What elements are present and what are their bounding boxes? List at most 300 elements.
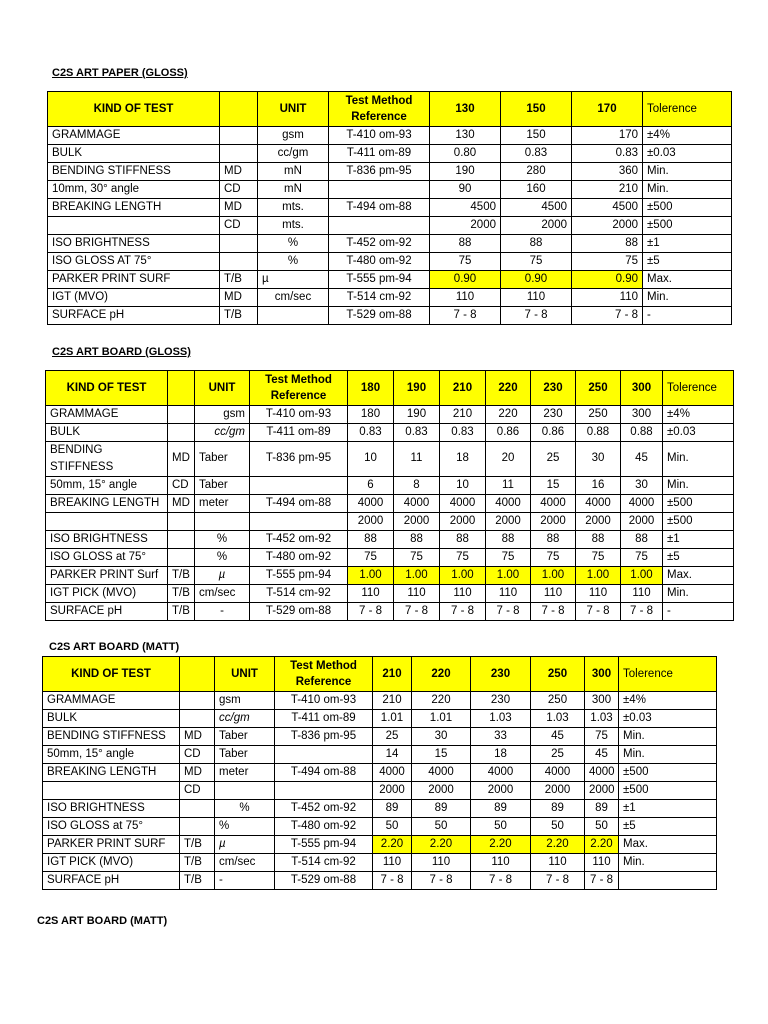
table-cell: T/B <box>180 854 215 872</box>
table-cell: 16 <box>576 477 621 495</box>
table-cell: 110 <box>576 585 621 603</box>
table-cell: % <box>215 818 275 836</box>
table-cell: gsm <box>195 406 250 424</box>
table-cell: Max. <box>663 567 734 585</box>
table-cell: MD <box>180 728 215 746</box>
table-cell: µ <box>258 271 329 289</box>
table-cell: 7 - 8 <box>531 603 576 621</box>
table-row <box>46 495 734 513</box>
table-cell: 110 <box>531 854 585 872</box>
table-cell: T-411 om-89 <box>275 710 373 728</box>
table-cell: ±5 <box>643 253 732 271</box>
table-cell: 160 <box>501 181 572 199</box>
table-cell: 7 - 8 <box>486 603 531 621</box>
table-cell: T-514 cm-92 <box>275 854 373 872</box>
table-cell: 6 <box>348 477 394 495</box>
table-cell: 7 - 8 <box>412 872 471 890</box>
table-cell: 89 <box>412 800 471 818</box>
header-cell: 230 <box>471 657 531 692</box>
table-row <box>48 199 732 217</box>
table-row <box>43 872 717 890</box>
table-cell <box>168 531 195 549</box>
section-title-art-paper: C2S ART PAPER (GLOSS) <box>52 67 188 79</box>
table-cell: 2000 <box>440 513 486 531</box>
table-cell: 30 <box>412 728 471 746</box>
table-cell: meter <box>195 495 250 513</box>
table-cell: 7 - 8 <box>430 307 501 325</box>
header-cell: UNIT <box>258 92 329 127</box>
table-row <box>46 603 734 621</box>
table-cell: Min. <box>619 854 717 872</box>
highlighted-cell: 1.00 <box>576 567 621 585</box>
table-cell: 50 <box>471 818 531 836</box>
header-cell: 190 <box>394 371 440 406</box>
table-cell <box>43 782 180 800</box>
table-cell: T/B <box>220 271 258 289</box>
table-cell <box>168 549 195 567</box>
table-cell: mts. <box>258 217 329 235</box>
table-cell: 90 <box>430 181 501 199</box>
table-row <box>43 692 717 710</box>
table-row <box>48 181 732 199</box>
table-cell: BREAKING LENGTH <box>48 199 220 217</box>
highlighted-cell: 2.20 <box>471 836 531 854</box>
table-header <box>46 371 734 406</box>
table-cell: 0.86 <box>531 424 576 442</box>
table-cell: 2000 <box>585 782 619 800</box>
table-cell: 4000 <box>585 764 619 782</box>
header-cell: 220 <box>412 657 471 692</box>
table-cell: 110 <box>394 585 440 603</box>
table-row <box>43 764 717 782</box>
table-cell: 280 <box>501 163 572 181</box>
table-cell: 50 <box>373 818 412 836</box>
table-cell: 4000 <box>348 495 394 513</box>
table-cell: PARKER PRINT SURF <box>43 836 180 854</box>
table-cell: ±1 <box>643 235 732 253</box>
table-cell <box>329 181 430 199</box>
table-cell: 7 - 8 <box>572 307 643 325</box>
table-cell: 88 <box>486 531 531 549</box>
section-title-art-board-matt-footer: C2S ART BOARD (MATT) <box>37 915 168 927</box>
table-cell: T-480 om-92 <box>329 253 430 271</box>
table-cell: 25 <box>531 442 576 477</box>
table-cell <box>220 235 258 253</box>
table-cell: MD <box>168 442 195 477</box>
header-cell: 250 <box>576 371 621 406</box>
table-cell: MD <box>220 199 258 217</box>
header-cell: 300 <box>585 657 619 692</box>
header-cell <box>168 371 195 406</box>
header-cell: Tolerence <box>643 92 732 127</box>
table-cell: 230 <box>531 406 576 424</box>
table-cell: mN <box>258 163 329 181</box>
table-cell: - <box>643 307 732 325</box>
table-row <box>48 235 732 253</box>
table-cell: T-480 om-92 <box>250 549 348 567</box>
table-cell: 88 <box>621 531 663 549</box>
highlighted-cell: 1.00 <box>531 567 576 585</box>
table-cell: 110 <box>430 289 501 307</box>
table-cell: 2000 <box>486 513 531 531</box>
table-cell: T/B <box>168 603 195 621</box>
table-cell <box>220 145 258 163</box>
table-cell: ISO BRIGHTNESS <box>43 800 180 818</box>
table-cell: 0.80 <box>430 145 501 163</box>
table-cell: T/B <box>220 307 258 325</box>
table-cell: 2000 <box>572 217 643 235</box>
table-cell <box>275 746 373 764</box>
table-cell: gsm <box>258 127 329 145</box>
highlighted-cell: 2.20 <box>585 836 619 854</box>
table-cell: 4000 <box>394 495 440 513</box>
table-cell: SURFACE pH <box>46 603 168 621</box>
table-cell: ±500 <box>619 782 717 800</box>
art-board-matt-table <box>42 656 717 890</box>
table-cell: 2000 <box>576 513 621 531</box>
table-cell: 1.03 <box>471 710 531 728</box>
table-cell: 1.01 <box>412 710 471 728</box>
table-row <box>46 477 734 495</box>
table-cell: T-514 cm-92 <box>250 585 348 603</box>
table-cell: 2000 <box>394 513 440 531</box>
table-cell: 2000 <box>471 782 531 800</box>
table-cell: T-410 om-93 <box>329 127 430 145</box>
table-cell <box>168 424 195 442</box>
header-cell: Test Method Reference <box>329 92 430 127</box>
table-cell: 2000 <box>412 782 471 800</box>
table-row <box>43 710 717 728</box>
table-cell: ±500 <box>663 495 734 513</box>
table-cell: ISO BRIGHTNESS <box>48 235 220 253</box>
table-cell: 88 <box>531 531 576 549</box>
table-cell: ±0.03 <box>663 424 734 442</box>
table-cell: 7 - 8 <box>348 603 394 621</box>
table-cell: % <box>195 549 250 567</box>
table-cell: Taber <box>215 728 275 746</box>
table-cell: IGT (MVO) <box>48 289 220 307</box>
table-row <box>46 585 734 603</box>
table-cell: T/B <box>180 836 215 854</box>
header-cell <box>220 92 258 127</box>
table-cell: SURFACE pH <box>48 307 220 325</box>
table-cell: 7 - 8 <box>440 603 486 621</box>
table-cell: 0.88 <box>621 424 663 442</box>
table-cell: 110 <box>572 289 643 307</box>
highlighted-cell: 0.90 <box>430 271 501 289</box>
table-cell: 110 <box>440 585 486 603</box>
table-cell: T-514 cm-92 <box>329 289 430 307</box>
table-cell: ±4% <box>619 692 717 710</box>
table-cell: 2000 <box>501 217 572 235</box>
highlighted-cell: 2.20 <box>531 836 585 854</box>
table-cell <box>250 513 348 531</box>
table-cell: MD <box>168 495 195 513</box>
highlighted-cell: 1.00 <box>486 567 531 585</box>
table-row <box>43 836 717 854</box>
header-cell: 300 <box>621 371 663 406</box>
table-cell: ±1 <box>619 800 717 818</box>
table-cell: 4000 <box>412 764 471 782</box>
table-cell: ±0.03 <box>643 145 732 163</box>
table-cell <box>168 406 195 424</box>
table-cell: 30 <box>621 477 663 495</box>
table-cell: T-452 om-92 <box>329 235 430 253</box>
table-row <box>48 145 732 163</box>
highlighted-cell: 1.00 <box>394 567 440 585</box>
table-row <box>48 271 732 289</box>
table-cell: mts. <box>258 199 329 217</box>
table-cell: ±500 <box>619 764 717 782</box>
table-cell: 110 <box>471 854 531 872</box>
table-cell: PARKER PRINT SURF <box>48 271 220 289</box>
table-cell: 33 <box>471 728 531 746</box>
table-cell: 88 <box>348 531 394 549</box>
table-cell: 1.03 <box>585 710 619 728</box>
table-cell: T-555 pm-94 <box>329 271 430 289</box>
table-cell: 88 <box>440 531 486 549</box>
table-cell: 110 <box>501 289 572 307</box>
header-cell: 130 <box>430 92 501 127</box>
table-cell: 300 <box>621 406 663 424</box>
table-row <box>46 442 734 477</box>
table-cell: 250 <box>576 406 621 424</box>
table-cell: cm/sec <box>258 289 329 307</box>
table-cell: 15 <box>412 746 471 764</box>
table-cell: - <box>663 603 734 621</box>
table-row <box>48 217 732 235</box>
table-cell: 50mm, 15° angle <box>43 746 180 764</box>
table-cell: 89 <box>373 800 412 818</box>
table-cell: cc/gm <box>215 710 275 728</box>
table-cell: ±1 <box>663 531 734 549</box>
table-cell: 10 <box>440 477 486 495</box>
table-cell: BULK <box>48 145 220 163</box>
table-cell: T-410 om-93 <box>250 406 348 424</box>
table-cell: T/B <box>180 872 215 890</box>
table-cell: T-494 om-88 <box>250 495 348 513</box>
table-cell: ±4% <box>663 406 734 424</box>
table-cell <box>48 217 220 235</box>
table-cell: T-529 om-88 <box>250 603 348 621</box>
table-header <box>43 657 717 692</box>
table-cell: 110 <box>621 585 663 603</box>
table-cell: BENDING STIFFNESS <box>46 442 168 477</box>
table-cell: 4000 <box>471 764 531 782</box>
table-cell: gsm <box>215 692 275 710</box>
table-cell: 75 <box>486 549 531 567</box>
header-cell: 250 <box>531 657 585 692</box>
header-cell: KIND OF TEST <box>46 371 168 406</box>
table-cell: 110 <box>412 854 471 872</box>
table-cell: 300 <box>585 692 619 710</box>
table-cell: 0.86 <box>486 424 531 442</box>
table-cell: GRAMMAGE <box>43 692 180 710</box>
table-cell <box>220 253 258 271</box>
table-cell: 75 <box>440 549 486 567</box>
table-cell: 88 <box>501 235 572 253</box>
table-cell: 88 <box>572 235 643 253</box>
table-cell: 88 <box>576 531 621 549</box>
table-cell: ±4% <box>643 127 732 145</box>
table-cell: ±500 <box>643 199 732 217</box>
table-cell: Min. <box>619 728 717 746</box>
table-cell: 150 <box>501 127 572 145</box>
table-cell: 25 <box>373 728 412 746</box>
table-cell <box>250 477 348 495</box>
table-cell: CD <box>168 477 195 495</box>
table-row <box>46 549 734 567</box>
table-cell: CD <box>220 181 258 199</box>
table-cell: BENDING STIFFNESS <box>43 728 180 746</box>
header-cell: Test Method Reference <box>250 371 348 406</box>
table-cell: mN <box>258 181 329 199</box>
table-cell: 18 <box>471 746 531 764</box>
highlighted-cell: 1.00 <box>621 567 663 585</box>
table-row <box>48 127 732 145</box>
table-cell: 0.83 <box>394 424 440 442</box>
table-cell: BULK <box>46 424 168 442</box>
table-cell: 11 <box>486 477 531 495</box>
table-cell: 2000 <box>373 782 412 800</box>
table-row <box>43 746 717 764</box>
table-cell: 0.83 <box>440 424 486 442</box>
table-cell: Max. <box>619 836 717 854</box>
table-cell: GRAMMAGE <box>48 127 220 145</box>
table-cell: 25 <box>531 746 585 764</box>
table-cell: CD <box>220 217 258 235</box>
header-cell <box>180 657 215 692</box>
table-cell: ISO GLOSS at 75° <box>46 549 168 567</box>
table-cell: IGT PICK (MVO) <box>43 854 180 872</box>
table-cell: T-529 om-88 <box>329 307 430 325</box>
table-cell: 1.01 <box>373 710 412 728</box>
table-cell: 0.83 <box>348 424 394 442</box>
table-cell: ISO GLOSS at 75° <box>43 818 180 836</box>
table-cell <box>215 782 275 800</box>
table-row <box>43 782 717 800</box>
table-cell: cm/sec <box>215 854 275 872</box>
table-header <box>48 92 732 127</box>
table-cell: BREAKING LENGTH <box>46 495 168 513</box>
table-row <box>46 424 734 442</box>
table-cell: 130 <box>430 127 501 145</box>
table-cell: T-452 om-92 <box>275 800 373 818</box>
table-cell: 4500 <box>501 199 572 217</box>
table-cell: 7 - 8 <box>501 307 572 325</box>
header-cell: UNIT <box>215 657 275 692</box>
table-cell: Min. <box>663 585 734 603</box>
table-cell: T-494 om-88 <box>275 764 373 782</box>
table-cell: 15 <box>531 477 576 495</box>
table-row <box>48 163 732 181</box>
table-cell: 50 <box>531 818 585 836</box>
table-cell: 7 - 8 <box>394 603 440 621</box>
table-cell: 7 - 8 <box>531 872 585 890</box>
table-cell <box>195 513 250 531</box>
table-cell: 2000 <box>621 513 663 531</box>
header-cell: Test Method Reference <box>275 657 373 692</box>
table-cell: IGT PICK (MVO) <box>46 585 168 603</box>
table-cell: GRAMMAGE <box>46 406 168 424</box>
table-cell: 75 <box>572 253 643 271</box>
header-cell: 170 <box>572 92 643 127</box>
table-cell: 0.88 <box>576 424 621 442</box>
table-cell: T-836 pm-95 <box>329 163 430 181</box>
table-cell: 190 <box>394 406 440 424</box>
table-cell: T-410 om-93 <box>275 692 373 710</box>
header-cell: KIND OF TEST <box>48 92 220 127</box>
table-cell: 110 <box>373 854 412 872</box>
section-title-art-board-gloss: C2S ART BOARD (GLOSS) <box>52 346 191 358</box>
table-cell: Max. <box>643 271 732 289</box>
table-cell: - <box>215 872 275 890</box>
table-cell: 75 <box>576 549 621 567</box>
table-row <box>48 307 732 325</box>
table-cell: ±5 <box>663 549 734 567</box>
table-cell: CD <box>180 782 215 800</box>
table-cell <box>180 710 215 728</box>
table-cell: 75 <box>348 549 394 567</box>
table-cell: 360 <box>572 163 643 181</box>
table-cell: 75 <box>394 549 440 567</box>
table-row <box>46 531 734 549</box>
table-row <box>48 253 732 271</box>
header-cell: 210 <box>440 371 486 406</box>
header-cell: KIND OF TEST <box>43 657 180 692</box>
table-cell: 75 <box>501 253 572 271</box>
table-cell: Taber <box>215 746 275 764</box>
table-cell: 190 <box>430 163 501 181</box>
highlighted-cell: 1.00 <box>348 567 394 585</box>
table-row <box>46 513 734 531</box>
table-cell: meter <box>215 764 275 782</box>
table-cell: BULK <box>43 710 180 728</box>
highlighted-cell: 2.20 <box>373 836 412 854</box>
table-row <box>43 728 717 746</box>
table-cell: % <box>215 800 275 818</box>
header-cell: 180 <box>348 371 394 406</box>
table-cell: 210 <box>440 406 486 424</box>
table-cell: 45 <box>531 728 585 746</box>
highlighted-cell: 2.20 <box>412 836 471 854</box>
table-cell: 88 <box>430 235 501 253</box>
table-cell: 4000 <box>486 495 531 513</box>
table-cell <box>180 800 215 818</box>
table-cell <box>180 818 215 836</box>
table-row <box>43 818 717 836</box>
table-cell: Min. <box>643 181 732 199</box>
table-cell: 88 <box>394 531 440 549</box>
table-cell: 14 <box>373 746 412 764</box>
header-cell: 230 <box>531 371 576 406</box>
table-cell: 2000 <box>348 513 394 531</box>
table-cell: 4500 <box>572 199 643 217</box>
table-row <box>46 567 734 585</box>
table-cell: 8 <box>394 477 440 495</box>
table-cell: 89 <box>531 800 585 818</box>
table-cell: 45 <box>585 746 619 764</box>
table-cell: 220 <box>412 692 471 710</box>
table-cell: 7 - 8 <box>373 872 412 890</box>
table-cell: 4000 <box>373 764 412 782</box>
table-cell: 2000 <box>430 217 501 235</box>
table-cell: T-411 om-89 <box>329 145 430 163</box>
table-cell: 110 <box>531 585 576 603</box>
table-cell: 50 <box>585 818 619 836</box>
table-cell: 4000 <box>440 495 486 513</box>
table-cell: 110 <box>486 585 531 603</box>
